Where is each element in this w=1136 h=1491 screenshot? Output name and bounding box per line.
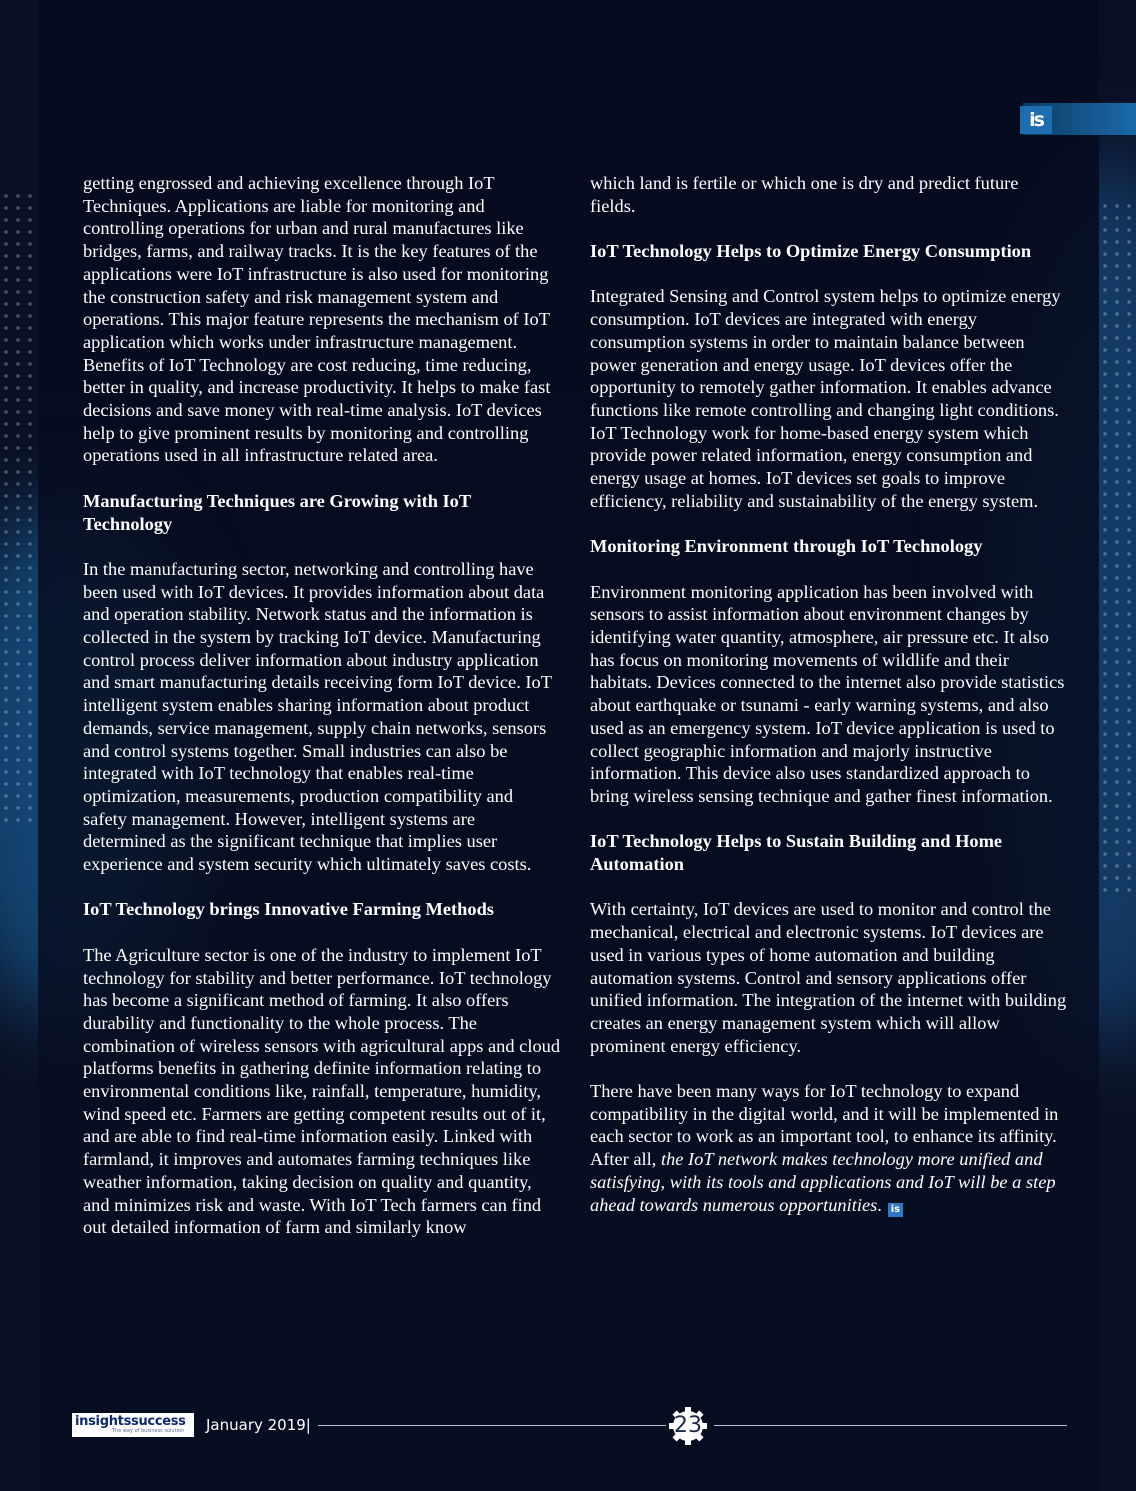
paragraph: With certainty, IoT devices are used to monitor and control the mechanical, electrical and electronic systems. IoT devices are used in various types of home automation and building automation systems. Control and sensory applications offer unified information. The integration of the internet with building creates an energy management system which will allow prominent energy efficiency. (590, 899, 1067, 1056)
left-column (83, 172, 561, 1239)
paragraph: In the manufacturing sector, networking and controlling have been used with IoT devices. It provides information about data and operation stability. Network status and the information is collected in the system by tracking IoT device. Manufacturing control process deliver information about industry application and smart manufacturing details receiving form IoT device. IoT intelligent system enables sharing information about product demands, service management, supply chain networks, sensors and control systems together. Small industries can also be integrated with IoT technology that enables real-time optimization, measurements, production compatibility and safety management. However, intelligent systems are determined as the significant technique that implies user experience and system security which ultimately saves costs. (83, 558, 552, 875)
section-heading: IoT Technology Helps to Optimize Energy Consumption (590, 241, 1032, 262)
logo-text: insightssuccess (75, 1414, 186, 1429)
end-mark-icon: is (888, 1203, 903, 1217)
section-heading: Monitoring Environment through IoT Technology (590, 536, 983, 557)
paragraph: Integrated Sensing and Control system helps to optimize energy consumption. IoT devices are integrated with energy consumption systems in order to maintain balance between power generation and energy usage. IoT devices offer the opportunity to remotely gather information. It enables advance functions like remote controlling and changing light conditions. IoT Technology work for home-based energy system which provide power related information, energy consumption and energy usage at homes. IoT devices set goals to improve efficiency, reliability and sustainability of the energy system. (590, 286, 1061, 511)
footer-rule-left (318, 1425, 666, 1426)
insightssuccess-logo (72, 1413, 194, 1437)
closing-italic-text: the IoT network makes technology more unified and satisfying, with its tools and applications and IoT will be a step ahead towards numerous opportunities (590, 1149, 1056, 1215)
logo-tagline: The way of business solution (112, 1428, 185, 1434)
circuit-dots (1099, 200, 1136, 900)
page-number: 23 (674, 1413, 702, 1438)
paragraph: Environment monitoring application has been involved with sensors to assist information about environment changes by identifying water quantity, atmosphere, air pressure etc. It also has focus on monitoring movements of wildlife and their habitats. Devices connected to the internet also provide statistics about earthquake or tsunami - early warning systems, and also used as an emergency system. IoT device application is used to collect geographic information and majorly instructive information. This device also uses standardized approach to bring wireless sensing technique and gather finest information. (590, 581, 1065, 806)
closing-paragraph (590, 1080, 1068, 1217)
section-heading: IoT Technology Helps to Sustain Building and Home Automation (590, 831, 1003, 875)
circuit-dots (0, 190, 38, 830)
issue-date: January 2019| (206, 1416, 311, 1434)
page-footer (72, 1406, 1067, 1446)
right-column (590, 172, 1068, 1217)
paragraph: The Agriculture sector is one of the industry to implement IoT technology for stability and better performance. IoT technology has become a significant method of farming. It also offers durability and functionality to the whole process. The combination of wireless sensors with agricultural apps and cloud platforms benefits in gathering definite information relating to environmental conditions like, rainfall, temperature, humidity, wind speed etc. Farmers are getting competent results out of it, and are able to find real-time information easily. Linked with farmland, it improves and automates farming techniques like weather information, taking decision on quality and quantity, and minimizes risk and waste. With IoT Tech farmers can find out detailed information of farm and similarly know (83, 944, 561, 1238)
closing-period: . (877, 1194, 882, 1215)
paragraph: getting engrossed and achieving excellence through IoT Techniques. Applications are liable for monitoring and controlling operations for urban and rural manufactures like bridges, farms, and railway tracks. It is the key features of the applications were IoT infrastructure is also used for monitoring the construction safety and risk management system and operations. This major feature represents the mechanism of IoT application which works under infrastructure management. Benefits of IoT Technology are cost reducing, time reducing, better in quality, and increase productivity. It helps to make fast decisions and save money with real-time analysis. IoT devices help to give prominent results by monitoring and controlling operations used in all infrastructure related area. (83, 173, 551, 466)
section-heading: Manufacturing Techniques are Growing with IoT Technology (83, 490, 471, 534)
brand-logo-icon: is (1020, 106, 1052, 134)
footer-rule-right (714, 1425, 1067, 1426)
section-heading: IoT Technology brings Innovative Farming Methods (83, 899, 494, 920)
paragraph: which land is fertile or which one is dry and predict future fields. (590, 173, 1019, 216)
closing-text: There have been many ways for IoT technology to expand compatibility in the digital world, and it will be implemented in each sector to work as an important tool, to enhance its affinity. After all, (590, 1081, 1059, 1170)
